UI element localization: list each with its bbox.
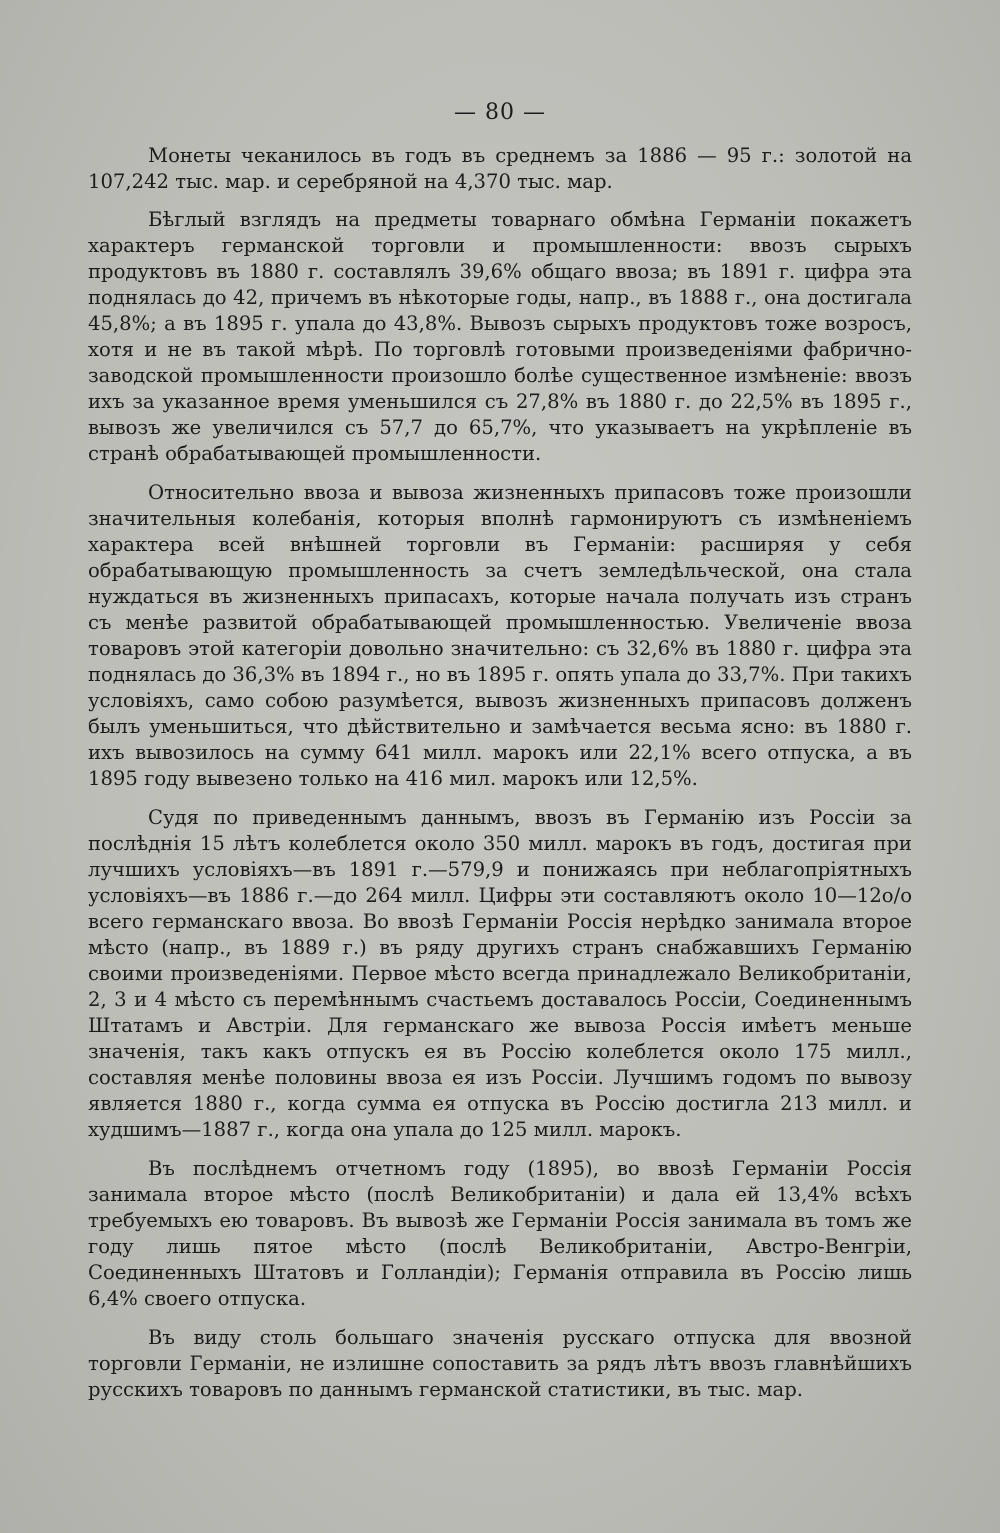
paragraph-trade-overview: Бѣглый взглядъ на предметы товарнаго обмѣна Германіи покажетъ характеръ германской торговли и промышленности: ввозъ сырыхъ продуктовъ въ 1880 г. составлялъ 39,6% общаго ввоза; въ 1891 г. цифра эта поднялась до 42, причемъ въ нѣкоторые годы, напр., въ 1888 г., она достигала 45,8%; а въ 1895 г. упала до 43,8%. Вывозъ сырыхъ продуктовъ тоже возросъ, хотя и не въ такой мѣрѣ. По торговлѣ готовыми произведеніями фабрично-заводской промышленности произошло болѣе существенное измѣненіе: ввозъ ихъ за указанное время уменьшился съ 27,8% въ 1880 г. до 22,5% въ 1895 г., вывозъ же увеличился съ 57,7 до 65,7%, что указываетъ на укрѣпленіе въ странѣ обрабатывающей промышленности. bbox=[88, 208, 912, 465]
paragraph-provisions: Относительно ввоза и вывоза жизненныхъ припасовъ тоже произошли значительныя колебанія, которыя вполнѣ гармонируютъ съ измѣненіемъ характера всей внѣшней торговли въ Германіи: расширяя у себя обрабатывающую промышленность за счетъ земледѣльческой, она стала нуждаться въ жизненныхъ припасахъ, которые начала получать изъ странъ съ менѣе развитой обрабатывающей промышленностью. Увеличеніе ввоза товаровъ этой категоріи довольно значительно: съ 32,6% въ 1880 г. цифра эта поднялась до 36,3% въ 1894 г., но въ 1895 г. опять упала до 33,7%. При такихъ условіяхъ, само собою разумѣется, вывозъ жизненныхъ припасовъ долженъ былъ уменьшиться, что дѣйствительно и замѣчается весьма ясно: въ 1880 г. ихъ вывозилось на сумму 641 милл. марокъ или 22,1% всего отпуска, а въ 1895 году вывезено только на 416 мил. марокъ или 12,5%. bbox=[88, 481, 912, 790]
paragraph-coinage: Монеты чеканилось въ годъ въ среднемъ за 1886 — 95 г.: золотой на 107,242 тыс. мар. и серебряной на 4,370 тыс. мар. bbox=[88, 144, 912, 193]
paragraph-report-year: Въ послѣднемъ отчетномъ году (1895), во ввозѣ Германіи Россія занимала второе мѣсто (послѣ Великобританіи) и дала ей 13,4% всѣхъ требуемыхъ ею товаровъ. Въ вывозѣ же Германіи Россія занимала въ томъ же году лишь пятое мѣсто (послѣ Великобританіи, Австро-Венгріи, Соединенныхъ Штатовъ и Голландіи); Германія отправила въ Россію лишь 6,4% своего отпуска. bbox=[88, 1157, 912, 1310]
paragraph-russia-imports: Судя по приведеннымъ даннымъ, ввозъ въ Германію изъ Россіи за послѣднія 15 лѣтъ колеблется около 350 милл. марокъ въ годъ, достигая при лучшихъ условіяхъ—въ 1891 г.—579,9 и понижаясь при неблагопріятныхъ условіяхъ—въ 1886 г.—до 264 милл. Цифры эти составляютъ около 10—12о/о всего германскаго ввоза. Во ввозѣ Германіи Россія нерѣдко занимала второе мѣсто (напр., въ 1889 г.) въ ряду другихъ странъ снабжавшихъ Германію своими произведеніями. Первое мѣсто всегда принадлежало Великобританіи, 2, 3 и 4 мѣсто съ перемѣннымъ счастьемъ доставалось Россіи, Соединеннымъ Штатамъ и Австріи. Для германскаго же вывоза Россія имѣетъ меньше значенія, такъ какъ отпускъ ея въ Россію колеблется около 175 милл., составляя менѣе половины ввоза ея изъ Россіи. Лучшимъ годомъ по вывозу является 1880 г., когда сумма ея отпуска въ Россію достигла 213 милл. и худшимъ—1887 г., когда она упала до 125 милл. марокъ. bbox=[88, 806, 912, 1141]
page-number: — 80 — bbox=[454, 100, 546, 125]
paragraph-comparison-intro: Въ виду столь большаго значенія русскаго отпуска для ввозной торговли Германіи, не излишне сопоставить за рядъ лѣтъ ввозъ главнѣйшихъ русскихъ товаровъ по даннымъ германской статистики, въ тыс. мар. bbox=[88, 1326, 912, 1401]
